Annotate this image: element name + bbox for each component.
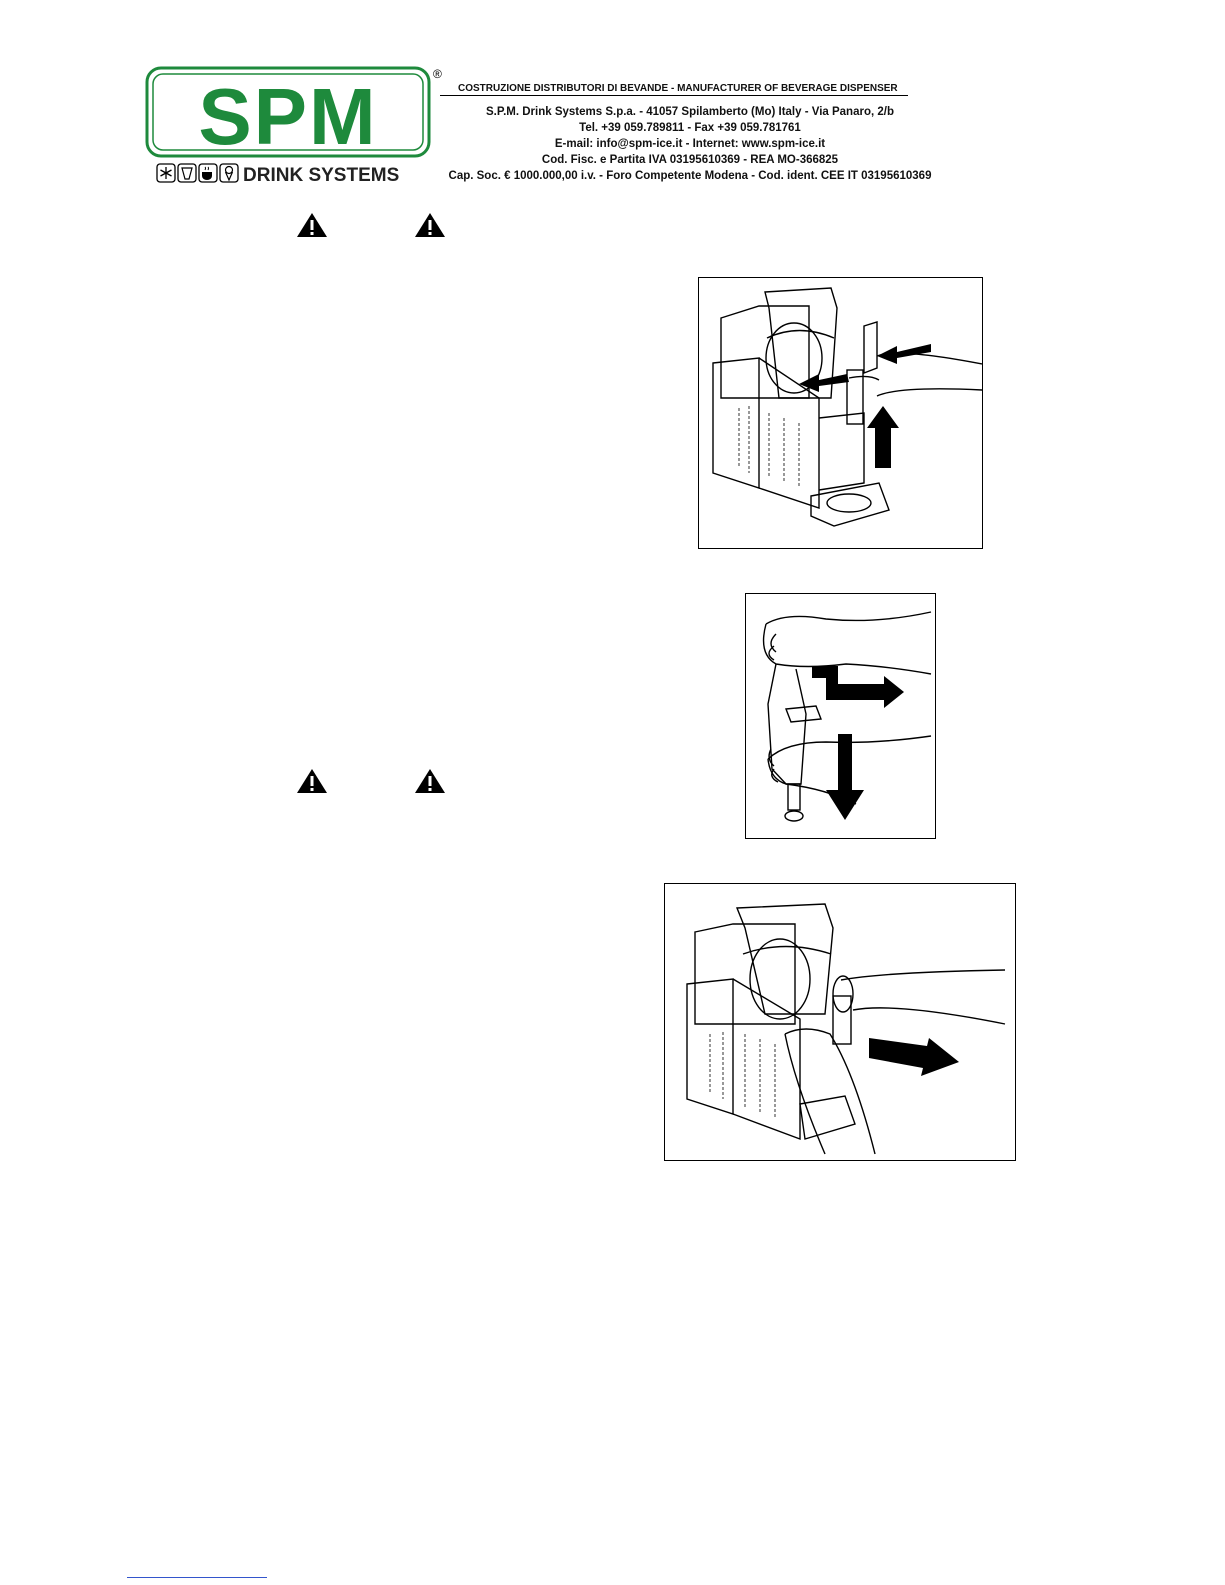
company-tagline: COSTRUZIONE DISTRIBUTORI DI BEVANDE - MANUFACTURER OF BEVERAGE DISPENSER <box>440 82 908 96</box>
company-capital: Cap. Soc. € 1000.000,00 i.v. - Foro Competente Modena - Cod. ident. CEE IT 03195610369 <box>448 170 932 182</box>
company-tax-id: Cod. Fisc. e Partita IVA 03195610369 - REA MO-366825 <box>541 154 839 166</box>
ice-cream-icon <box>220 164 238 182</box>
logo-text: SPM <box>198 72 378 161</box>
drink-glass-icon <box>178 164 196 182</box>
company-info <box>440 82 940 184</box>
logo-subtitle: DRINK SYSTEMS <box>243 165 400 186</box>
figure-pull-tap-assembly-out <box>664 883 1016 1161</box>
company-phone: Tel. +39 059.789811 - Fax +39 059.781761 <box>579 122 801 134</box>
registered-mark: ® <box>433 67 442 81</box>
snowflake-icon <box>157 164 175 182</box>
spm-logo <box>145 66 445 188</box>
coffee-cup-icon <box>199 164 217 182</box>
company-address: S.P.M. Drink Systems S.p.a. - 41057 Spilamberto (Mo) Italy - Via Panaro, 2/b <box>486 106 894 118</box>
warning-triangle-icon <box>414 768 446 794</box>
figure-pull-tap-down <box>745 593 936 839</box>
warning-triangle-icon <box>414 212 446 238</box>
company-email: E-mail: info@spm-ice.it - Internet: www.spm-ice.it <box>554 138 826 150</box>
figure-remove-tap-lever <box>698 277 983 549</box>
warning-triangle-icon <box>296 768 328 794</box>
footer-rule <box>127 1577 267 1578</box>
warning-triangle-icon <box>296 212 328 238</box>
